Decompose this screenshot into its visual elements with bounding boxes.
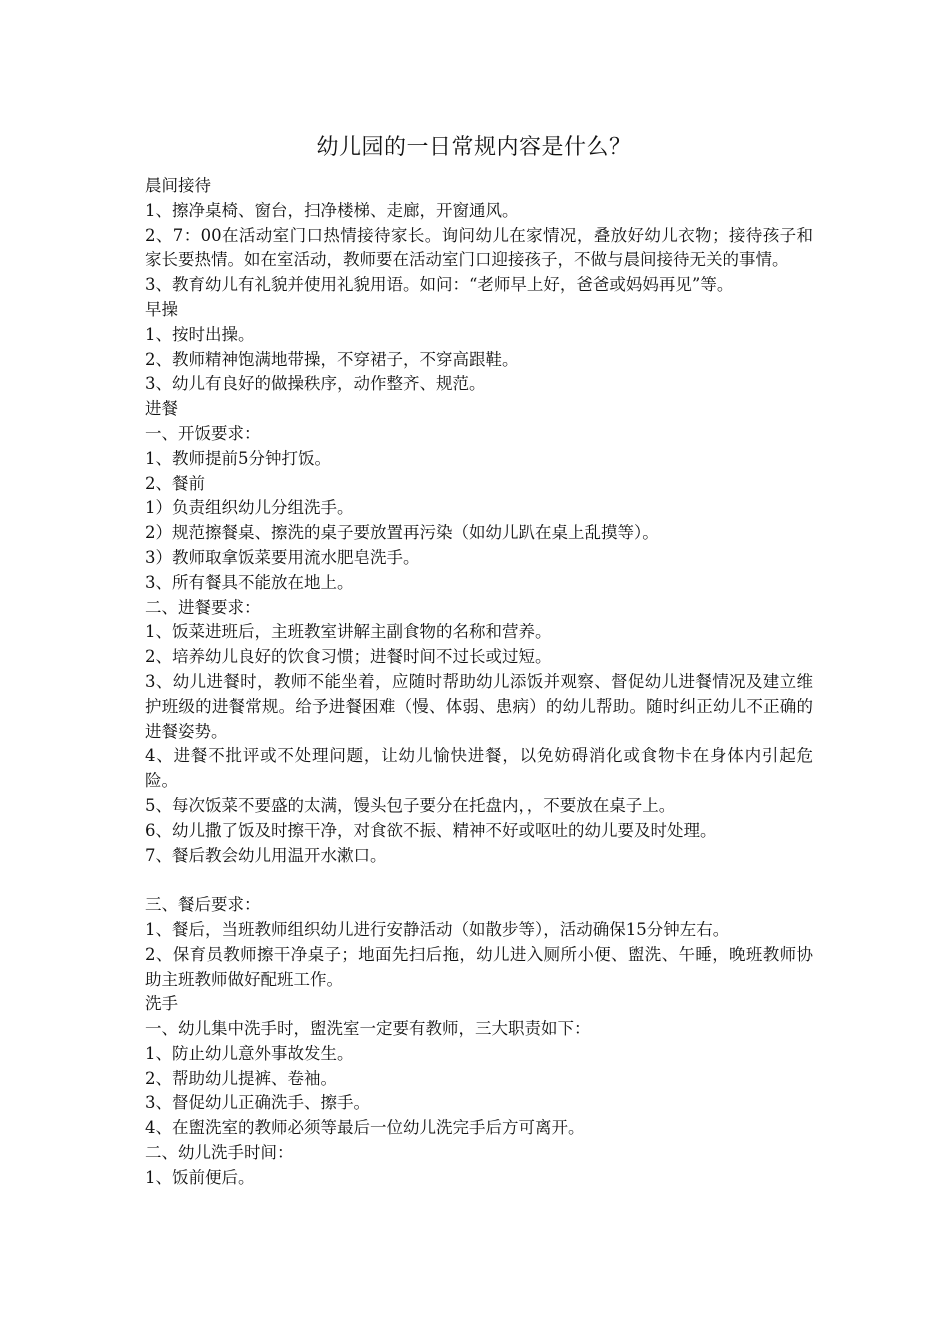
text-line: 2、餐前 — [145, 473, 205, 493]
paragraph: 2、保育员教师擦干净桌子；地面先扫后拖，幼儿进入厕所小便、盥洗、午睡，晚班教师协助主班教师做好配班工作。 — [145, 944, 813, 989]
text-line: 2、教师精神饱满地带操，不穿裙子，不穿高跟鞋。 — [145, 349, 519, 369]
text-line: 二、幼儿洗手时间： — [145, 1143, 294, 1163]
text-line: 1、防止幼儿意外事故发生。 — [145, 1043, 354, 1063]
text-line: 1）负责组织幼儿分组洗手。 — [145, 498, 354, 518]
text-line: 1、按时出操。 — [145, 324, 255, 344]
text-line: 1、教师提前5分钟打饭。 — [145, 448, 331, 468]
text-line: 3、所有餐具不能放在地上。 — [145, 572, 354, 592]
text-line: 晨间接待 — [145, 176, 211, 195]
text-line: 6、幼儿撒了饭及时擦干净，对食欲不振、精神不好或呕吐的幼儿要及时处理。 — [145, 820, 717, 840]
text-line: 2、帮助幼儿提裤、卷袖。 — [145, 1068, 337, 1088]
text-line: 3、教育幼儿有礼貌并使用礼貌用语。如问：“老师早上好，爸爸或妈妈再见”等。 — [145, 275, 734, 295]
text-line: 三、餐后要求： — [145, 895, 261, 915]
text-line: 进餐 — [145, 399, 178, 419]
text-line: 3、督促幼儿正确洗手、擦手。 — [145, 1093, 370, 1113]
text-line: 1、饭菜进班后，主班教室讲解主副食物的名称和营养。 — [145, 622, 552, 642]
text-line: 早操 — [145, 299, 178, 319]
document-page — [145, 132, 813, 1191]
text-line: 3、幼儿有良好的做操秩序，动作整齐、规范。 — [145, 374, 486, 394]
text-line: 4、在盥洗室的教师必须等最后一位幼儿洗完手后方可离开。 — [145, 1118, 585, 1138]
document-title: 幼儿园的一日常规内容是什么？ — [316, 135, 632, 160]
text-line: 5、每次饭菜不要盛的太满，馒头包子要分在托盘内，，不要放在桌子上。 — [145, 795, 676, 815]
text-line: 一、开饭要求： — [145, 423, 261, 443]
text-line: 二、进餐要求： — [145, 597, 261, 617]
paragraph: 3、幼儿进餐时，教师不能坐着，应随时帮助幼儿添饭并观察、督促幼儿进餐情况及建立维护班级的进餐常规。给予进餐困难（慢、体弱、患病）的幼儿帮助。随时纠正幼儿不正确的进餐姿势。 — [145, 671, 813, 741]
text-line: 1、餐后，当班教师组织幼儿进行安静活动（如散步等），活动确保15分钟左右。 — [145, 919, 730, 939]
document-body — [145, 174, 813, 1191]
text-line: 1、饭前便后。 — [145, 1167, 255, 1187]
text-line: 2）规范擦餐桌、擦洗的桌子要放置再污染（如幼儿趴在桌上乱摸等）。 — [145, 523, 659, 543]
text-line: 1、擦净桌椅、窗台，扫净楼梯、走廊，开窗通风。 — [145, 200, 519, 220]
text-line: 3）教师取拿饭菜要用流水肥皂洗手。 — [145, 547, 420, 567]
text-line: 2、培养幼儿良好的饮食习惯；进餐时间不过长或过短。 — [145, 647, 552, 667]
paragraph: 2、7：00在活动室门口热情接待家长。询问幼儿在家情况，叠放好幼儿衣物；接待孩子和家长要热情。如在室活动，教师要在活动室门口迎接孩子，不做与晨间接待无关的事情。 — [145, 225, 813, 270]
paragraph: 4、进餐不批评或不处理问题，让幼儿愉快进餐，以免妨碍消化或食物卡在身体内引起危险。 — [145, 746, 813, 791]
blank-line — [145, 868, 813, 893]
text-line: 一、幼儿集中洗手时，盥洗室一定要有教师，三大职责如下： — [145, 1019, 591, 1039]
text-line: 7、餐后教会幼儿用温开水漱口。 — [145, 845, 387, 865]
text-line: 洗手 — [145, 994, 178, 1014]
